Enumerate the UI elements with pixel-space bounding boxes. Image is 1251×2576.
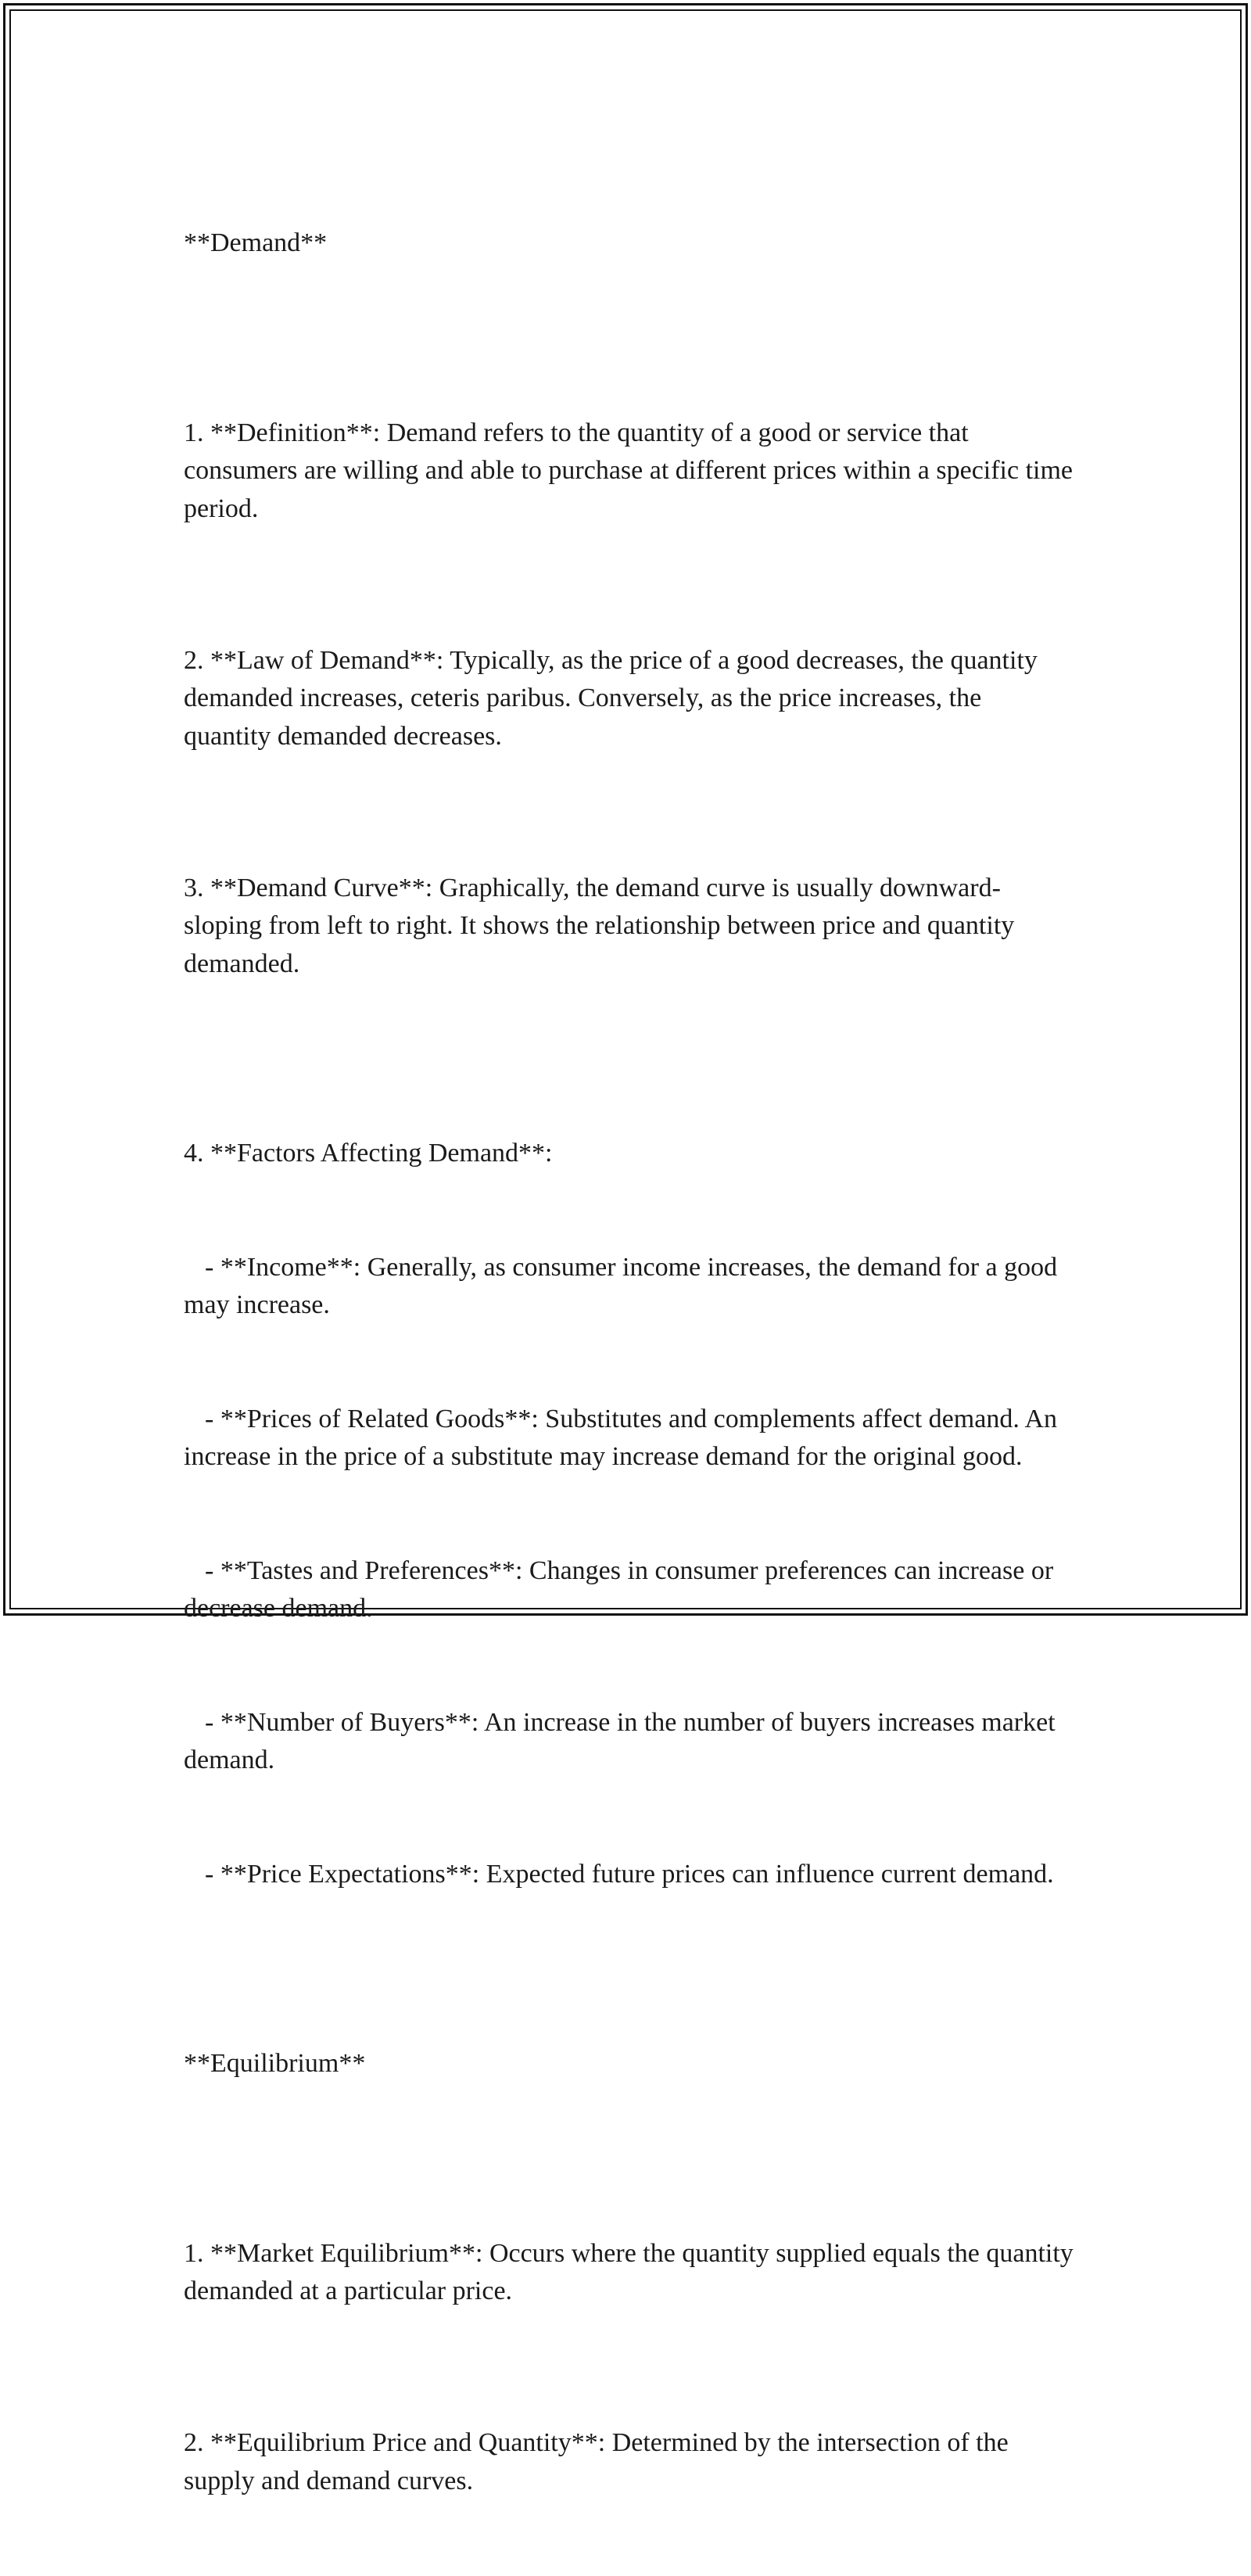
market-equilibrium-item: 1. **Market Equilibrium**: Occurs where the quantity supplied equals the quantity demanded at a particular price. (184, 2238, 1081, 2305)
factor-related-goods: - **Prices of Related Goods**: Substitutes and complements affect demand. An increase in the price of a substitute may increase demand for the original good. (184, 1404, 1064, 1471)
document-body (184, 149, 1081, 2576)
equilibrium-price-quantity-item: 2. **Equilibrium Price and Quantity**: Determined by the intersection of the supply and demand curves. (184, 2428, 1016, 2495)
law-of-demand-item: 2. **Law of Demand**: Typically, as the price of a good decreases, the quantity demanded increases, ceteris paribus. Conversely, as the price increases, the quantity demanded decreases. (184, 645, 1045, 751)
demand-definition-item: 1. **Definition**: Demand refers to the quantity of a good or service that consumers are willing and able to purchase at different prices within a specific time period. (184, 418, 1080, 523)
demand-heading: **Demand** (184, 228, 328, 257)
equilibrium-heading: **Equilibrium** (184, 2049, 366, 2078)
demand-curve-item: 3. **Demand Curve**: Graphically, the demand curve is usually downward-sloping from left to right. It shows the relationship between price and quantity demanded. (184, 873, 1021, 978)
factor-number-of-buyers: - **Number of Buyers**: An increase in the number of buyers increases market demand. (184, 1707, 1063, 1774)
factors-heading: 4. **Factors Affecting Demand**: (184, 1139, 553, 1168)
factor-income: - **Income**: Generally, as consumer income increases, the demand for a good may increase. (184, 1252, 1064, 1319)
factor-price-expectations: - **Price Expectations**: Expected future prices can influence current demand. (205, 1859, 1054, 1889)
factor-tastes-preferences: - **Tastes and Preferences**: Changes in consumer preferences can increase or decrease demand. (184, 1555, 1060, 1623)
